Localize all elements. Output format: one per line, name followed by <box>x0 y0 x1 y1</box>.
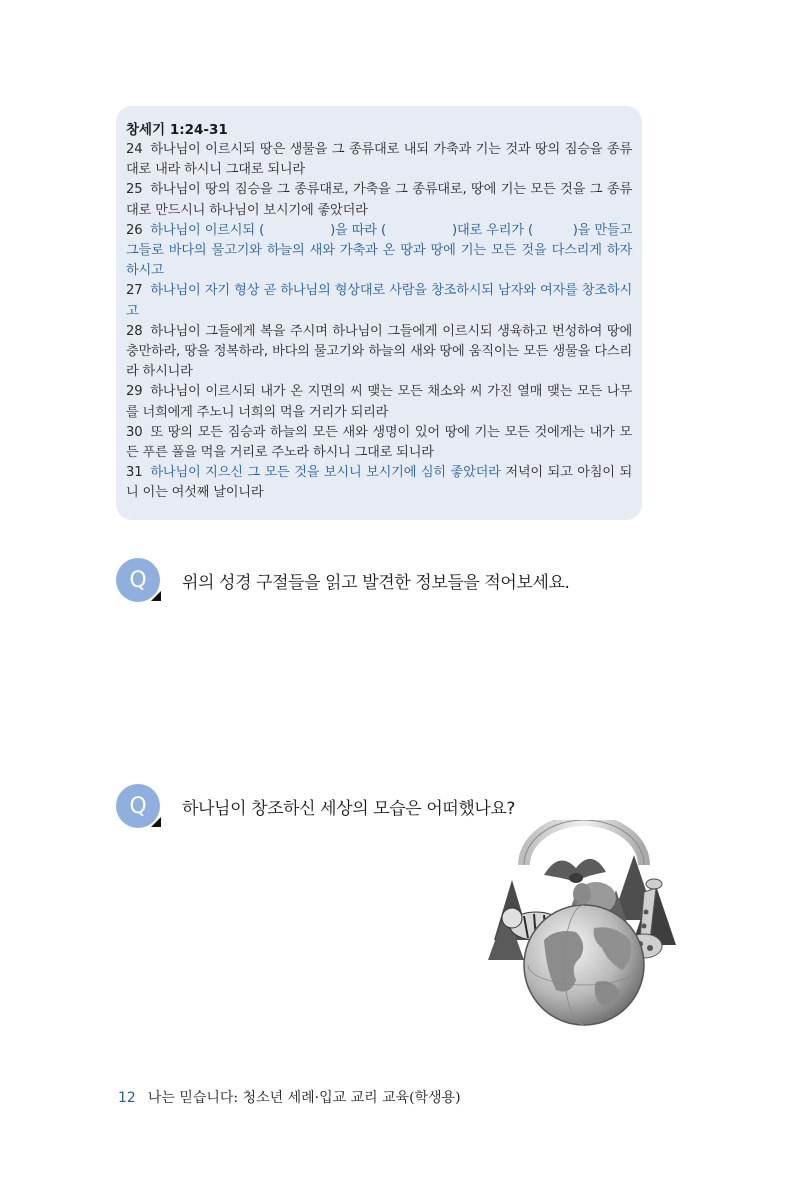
q-letter: Q <box>129 793 147 819</box>
verse-number: 27 <box>126 283 143 299</box>
verse-text: 또 땅의 모든 짐승과 하늘의 모든 새와 생명이 있어 땅에 기는 모든 것에게는 내가 모든 푸른 풀을 먹을 거리로 주노라 하시니 그대로 되니라 <box>126 424 632 461</box>
verse-highlight: 하나님이 이르시되 ( )을 따라 ( )대로 우리가 ( )을 만들고 그들로 바다의 물고기와 하늘의 새와 가축과 온 땅과 땅에 기는 모든 것을 다스리게 하자 하시고 <box>126 222 632 279</box>
verse-26 <box>126 221 632 282</box>
book-title: 나는 믿습니다: 청소년 세례·입교 교리 교육(학생용) <box>147 1090 461 1106</box>
scripture-box <box>116 106 642 520</box>
q-corner-triangle-icon <box>151 591 161 601</box>
page-footer <box>118 1087 461 1107</box>
question-text: 위의 성경 구절들을 읽고 발견한 정보들을 적어보세요. <box>182 573 570 593</box>
page-number: 12 <box>118 1090 136 1106</box>
verse-24 <box>126 140 632 180</box>
verse-number: 24 <box>126 142 143 157</box>
verse-text: 하나님이 이르시되 땅은 생물을 그 종류대로 내되 가축과 기는 것과 땅의 짐승을 종류대로 내라 하시니 그대로 되니라 <box>126 142 632 178</box>
verse-text: 하나님이 이르시되 내가 온 지면의 씨 맺는 모든 채소와 씨 가진 열매 맺는 모든 나무를 너희에게 주노니 너희의 먹을 거리가 되리라 <box>126 384 632 420</box>
verse-text: 하나님이 땅의 짐승을 그 종류대로, 가축을 그 종류대로, 땅에 기는 모든 것을 그 종류대로 만드시니 하나님이 보시기에 좋았더라 <box>126 182 632 218</box>
verse-number: 30 <box>126 424 143 440</box>
verse-number: 29 <box>126 384 143 400</box>
verse-29 <box>126 382 632 422</box>
verse-highlight: 하나님이 자기 형상 곧 하나님의 형상대로 사람을 창조하시되 남자와 여자를 창조하시고 <box>126 283 632 319</box>
verse-highlight: 하나님이 지으신 그 모든 것을 보시니 보시기에 심히 좋았더라 <box>150 465 501 481</box>
verse-number: 25 <box>126 182 143 198</box>
verse-30 <box>126 423 632 463</box>
verse-text: 하나님이 그들에게 복을 주시며 하나님이 그들에게 이르시되 생육하고 번성하여 땅에 충만하라, 땅을 정복하라, 바다의 물고기와 하늘의 새와 땅에 움직이는 모든 생물을 다스리라 하시니라 <box>126 323 632 380</box>
verse-31 <box>126 463 632 503</box>
verse-number: 28 <box>126 323 143 339</box>
verse-text: 저녁이 되고 아침이 되니 이는 여섯째 날이니라 <box>126 465 632 501</box>
verse-number: 31 <box>126 465 143 481</box>
q-letter: Q <box>129 567 147 593</box>
scripture-reference: 창세기 1:24-31 <box>126 122 228 138</box>
question-text: 하나님이 창조하신 세상의 모습은 어떠했나요? <box>182 799 516 819</box>
verse-27 <box>126 281 632 321</box>
q-corner-triangle-icon <box>151 817 161 827</box>
globe-with-animals-icon <box>484 820 684 1030</box>
verse-number: 26 <box>126 222 143 238</box>
verse-28 <box>126 322 632 383</box>
verse-25 <box>126 180 632 220</box>
question-1 <box>116 558 716 606</box>
